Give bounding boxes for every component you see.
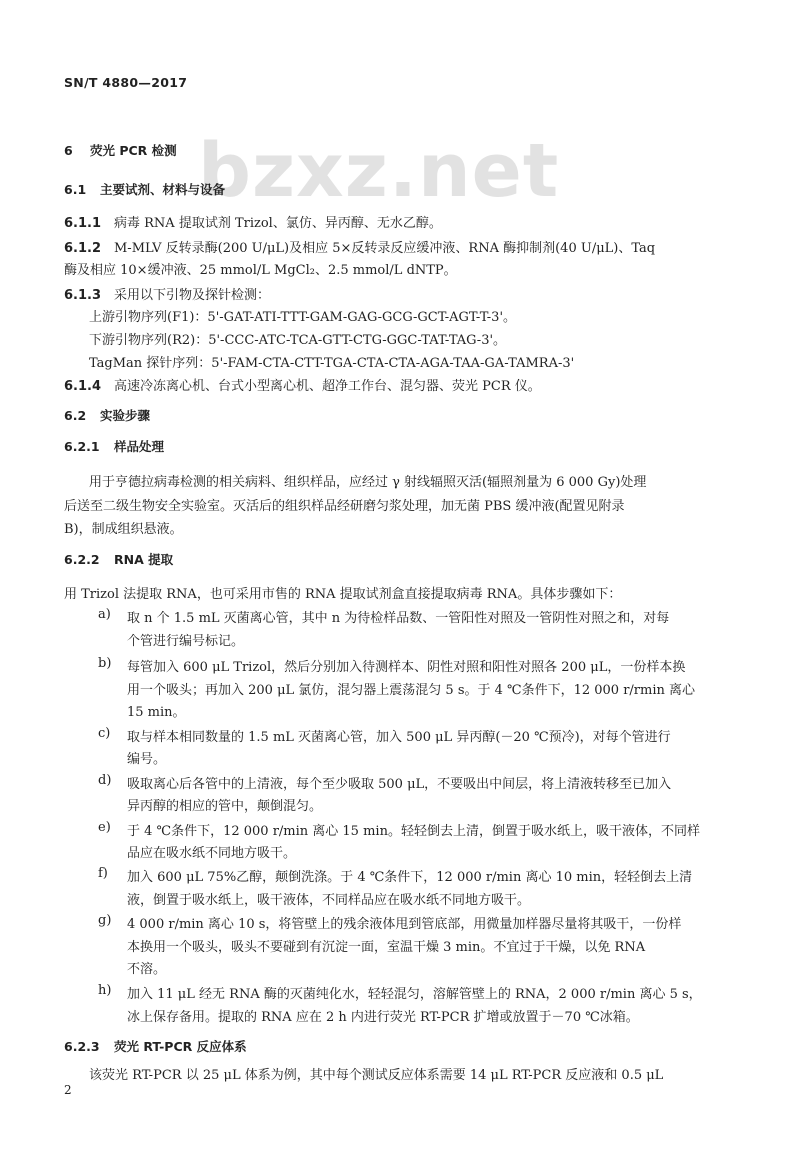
list-item-line: 品应在吸水纸不同地方吸干。 (127, 846, 297, 861)
watermark-logo: bzxz.net (198, 128, 560, 214)
primer-r2: 下游引物序列(R2)：5'-CCC-ATC-TCA-GTT-CTG-GGC-TAT-TAG-3'。 (89, 333, 507, 348)
list-label: g) (98, 913, 112, 928)
clause-6-1-2: 6.1.2 M-MLV 反转录酶(200 U/μL)及相应 5×反转录反应缓冲液、RNA 酶抑制剂(40 U/μL)、Taq (64, 241, 656, 256)
list-item-line: 异丙醇的相应的管中，颠倒混匀。 (127, 799, 323, 814)
clause-6-1-4: 6.1.4 高速冷冻离心机、台式小型离心机、超净工作台、混匀器、荧光 PCR 仪。 (64, 379, 541, 394)
section-6-2-2-heading: 6.2.2 RNA 提取 (64, 552, 174, 567)
section-6-2-heading: 6.2 实验步骤 (64, 408, 151, 423)
section-6-2-3-heading: 6.2.3 荧光 RT-PCR 反应体系 (64, 1039, 247, 1054)
clause-6-1-3: 6.1.3 采用以下引物及探针检测： (64, 288, 271, 303)
list-item-line: 取与样本相同数量的 1.5 mL 灭菌离心管，加入 500 μL 异丙醇(－20 ℃预冷)，对每个管进行 (127, 730, 671, 745)
list-label: h) (98, 983, 112, 998)
probe-sequence: TagMan 探针序列：5'-FAM-CTA-CTT-TGA-CTA-CTA-AGA-TAA-GA-TAMRA-3' (89, 356, 575, 371)
paragraph-line: 该荧光 RT-PCR 以 25 μL 体系为例，其中每个测试反应体系需要 14 μL RT-PCR 反应液和 0.5 μL (89, 1068, 664, 1083)
paragraph-line: B)，制成组织悬液。 (64, 522, 183, 537)
list-item-line: 吸取离心后各管中的上清液，每个至少吸取 500 μL，不要吸出中间层，将上清液转移至已加入 (127, 777, 672, 792)
list-label: c) (98, 726, 111, 741)
list-item-line: 加入 11 μL 经无 RNA 酶的灭菌纯化水，轻轻混匀，溶解管壁上的 RNA，2 000 r/min 离心 5 s， (127, 987, 702, 1002)
standard-code: SN/T 4880—2017 (64, 75, 188, 90)
list-item-line: 个管进行编号标记。 (127, 634, 245, 649)
list-item-line: 于 4 ℃条件下，12 000 r/min 离心 15 min。轻轻倒去上清，倒置于吸水纸上，吸干液体，不同样 (127, 824, 700, 839)
list-item-line: 每管加入 600 μL Trizol，然后分别加入待测样本、阴性对照和阳性对照各 200 μL，一份样本换 (127, 660, 686, 675)
list-label: e) (98, 820, 111, 835)
paragraph-line: 后送至二级生物安全实验室。灭活后的组织样品经研磨匀浆处理，加无菌 PBS 缓冲液(配置见附录 (64, 499, 625, 514)
list-item-line: 液，倒置于吸水纸上，吸干液体，不同样品应在吸水纸不同地方吸干。 (127, 893, 531, 908)
primer-f1: 上游引物序列(F1)：5'-GAT-ATI-TTT-GAM-GAG-GCG-GCT-AGT-T-3'。 (89, 310, 517, 325)
list-item-line: 编号。 (127, 752, 167, 767)
section-6-heading: 6 荧光 PCR 检测 (64, 143, 177, 158)
list-item-line: 15 min。 (127, 705, 186, 720)
clause-6-1-1: 6.1.1 病毒 RNA 提取试剂 Trizol、氯仿、异丙醇、无水乙醇。 (64, 216, 442, 231)
list-item-line: 加入 600 μL 75%乙醇，颠倒洗涤。于 4 ℃条件下，12 000 r/min 离心 10 min，轻轻倒去上清 (127, 870, 693, 885)
list-label: f) (98, 866, 108, 881)
section-6-1-heading: 6.1 主要试剂、材料与设备 (64, 182, 226, 197)
list-item-line: 4 000 r/min 离心 10 s，将管壁上的残余液体甩到管底部，用微量加样器尽量将其吸干，一份样 (127, 917, 682, 932)
page-number: 2 (64, 1083, 72, 1097)
list-label: b) (98, 656, 112, 671)
list-item-line: 冰上保存备用。提取的 RNA 应在 2 h 内进行荧光 RT-PCR 扩增或放置于－70 ℃冰箱。 (127, 1010, 639, 1025)
list-item-line: 本换用一个吸头，吸头不要碰到有沉淀一面，室温干燥 3 min。不宜过于干燥，以免 RNA (127, 940, 646, 955)
list-item-line: 不溶。 (127, 962, 167, 977)
paragraph-line: 用于亨德拉病毒检测的相关病料、组织样品，应经过 γ 射线辐照灭活(辐照剂量为 6 000 Gy)处理 (89, 475, 647, 490)
clause-6-1-2-line2: 酶及相应 10×缓冲液、25 mmol/L MgCl₂、2.5 mmol/L dNTP。 (64, 263, 457, 278)
list-label: d) (98, 773, 112, 788)
list-item-line: 取 n 个 1.5 mL 灭菌离心管，其中 n 为待检样品数、一管阳性对照及一管阴性对照之和，对每 (127, 611, 670, 626)
paragraph-line: 用 Trizol 法提取 RNA，也可采用市售的 RNA 提取试剂盒直接提取病毒 RNA。具体步骤如下： (64, 587, 622, 602)
list-item-line: 用一个吸头；再加入 200 μL 氯仿，混匀器上震荡混匀 5 s。于 4 ℃条件下，12 000 r/rmin 离心 (127, 683, 695, 698)
list-label: a) (98, 607, 111, 622)
section-6-2-1-heading: 6.2.1 样品处理 (64, 439, 165, 454)
